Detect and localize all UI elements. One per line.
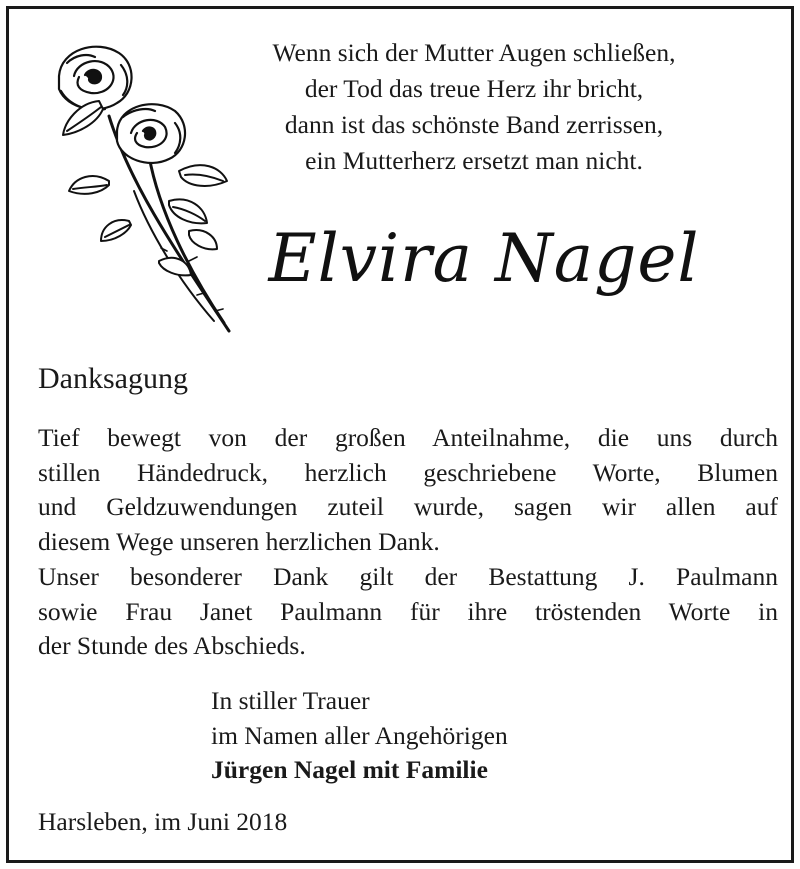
body-line: der Stunde des Abschieds.	[38, 631, 306, 661]
body-line: sowie Frau Janet Paulmann für ihre tröstenden Worte in	[38, 596, 778, 626]
roses-illustration-icon	[39, 31, 249, 341]
signature-family: Jürgen Nagel mit Familie	[211, 755, 488, 784]
body-line: stillen Händedruck, herzlich geschriebene Worte, Blumen	[38, 457, 778, 487]
poem-line: dann ist das schönste Band zerrissen,	[284, 110, 664, 139]
poem-line: ein Mutterherz ersetzt man nicht.	[305, 146, 643, 175]
heading: Danksagung	[38, 362, 188, 395]
poem-line: Wenn sich der Mutter Augen schließen,	[272, 38, 676, 67]
body-line: und Geldzuwendungen zuteil wurde, sagen wir allen auf	[38, 492, 778, 522]
deceased-name: Elvira Nagel	[268, 220, 700, 297]
body-line: Unser besonderer Dank gilt der Bestattung J. Paulmann	[38, 561, 778, 591]
body-line: Tief bewegt von der großen Anteilnahme, die uns durch	[38, 423, 778, 452]
body-line: diesem Wege unseren herzlichen Dank.	[38, 527, 440, 557]
signature-block	[211, 684, 508, 788]
place-date: Harsleben, im Juni 2018	[38, 807, 288, 836]
poem-line: der Tod das treue Herz ihr bricht,	[304, 74, 644, 103]
poem	[234, 35, 714, 179]
signature-line: In stiller Trauer	[211, 686, 370, 715]
signature-line: im Namen aller Angehörigen	[211, 720, 508, 750]
obituary-notice	[6, 6, 794, 863]
body-text	[38, 421, 778, 664]
